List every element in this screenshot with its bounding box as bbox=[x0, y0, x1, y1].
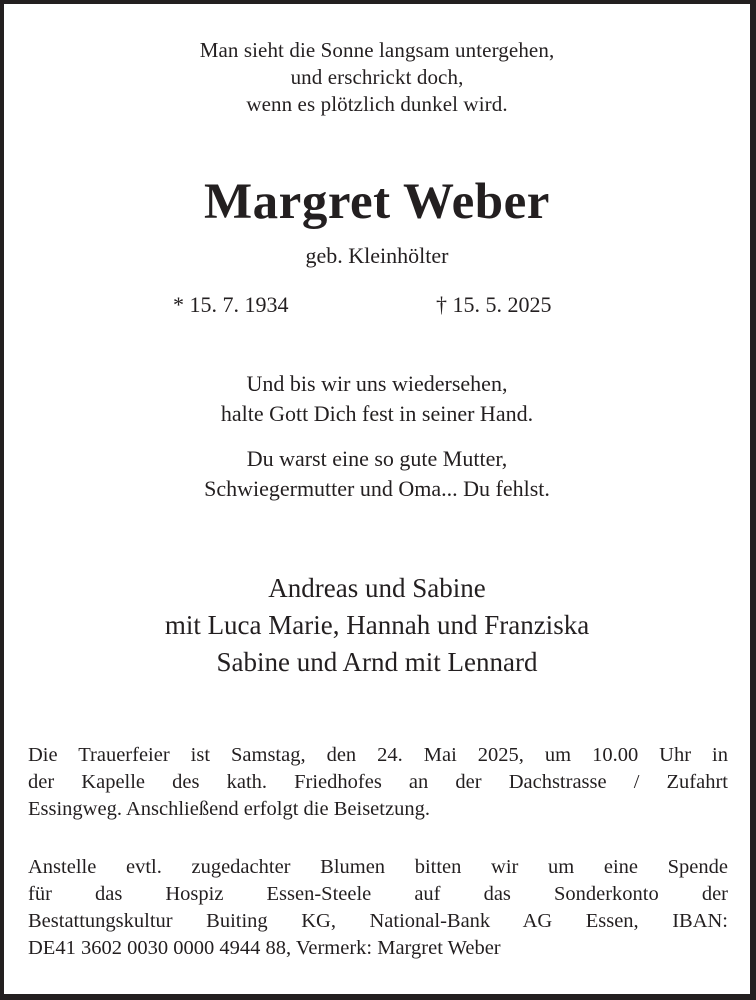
family-line: mit Luca Marie, Hannah und Franziska bbox=[164, 610, 590, 640]
verse-stanza-2 bbox=[4, 444, 750, 504]
deceased-name: Margret Weber bbox=[204, 174, 550, 230]
motto-line: wenn es plötzlich dunkel wird. bbox=[246, 92, 508, 116]
family-line: Andreas und Sabine bbox=[268, 573, 486, 603]
verse-line: Und bis wir uns wiedersehen, bbox=[246, 371, 508, 396]
funeral-service-info bbox=[28, 742, 728, 823]
motto-line: Man sieht die Sonne langsam untergehen, bbox=[199, 38, 555, 62]
family-signature bbox=[4, 570, 750, 681]
motto-line: und erschrickt doch, bbox=[290, 65, 464, 89]
service-line: der Kapelle des kath. Friedhofes an der Dachstrasse / Zufahrt bbox=[28, 771, 728, 793]
service-line: Essingweg. Anschließend erfolgt die Beisetzung. bbox=[28, 798, 430, 820]
verse-stanza-1 bbox=[4, 369, 750, 429]
donation-line: DE41 3602 0030 0000 4944 88, Vermerk: Margret Weber bbox=[28, 937, 501, 959]
verse-line: halte Gott Dich fest in seiner Hand. bbox=[220, 401, 534, 426]
death-date: † 15. 5. 2025 bbox=[436, 292, 552, 317]
donation-line: Bestattungskultur Buiting KG, National-Bank AG Essen, IBAN: bbox=[28, 910, 728, 932]
verse-line: Du warst eine so gute Mutter, bbox=[246, 446, 508, 471]
birth-name: geb. Kleinhölter bbox=[305, 243, 449, 268]
verse-line: Schwiegermutter und Oma... Du fehlst. bbox=[204, 476, 550, 501]
donation-line: für das Hospiz Essen-Steele auf das Sonderkonto der bbox=[28, 883, 728, 905]
birth-date: * 15. 7. 1934 bbox=[173, 292, 289, 317]
obituary-notice bbox=[4, 4, 750, 994]
service-line: Die Trauerfeier ist Samstag, den 24. Mai 2025, um 10.00 Uhr in bbox=[28, 744, 728, 766]
family-line: Sabine und Arnd mit Lennard bbox=[216, 647, 538, 677]
donation-info bbox=[28, 854, 728, 962]
donation-line: Anstelle evtl. zugedachter Blumen bitten wir um eine Spende bbox=[28, 856, 728, 878]
motto-poem bbox=[4, 37, 750, 118]
